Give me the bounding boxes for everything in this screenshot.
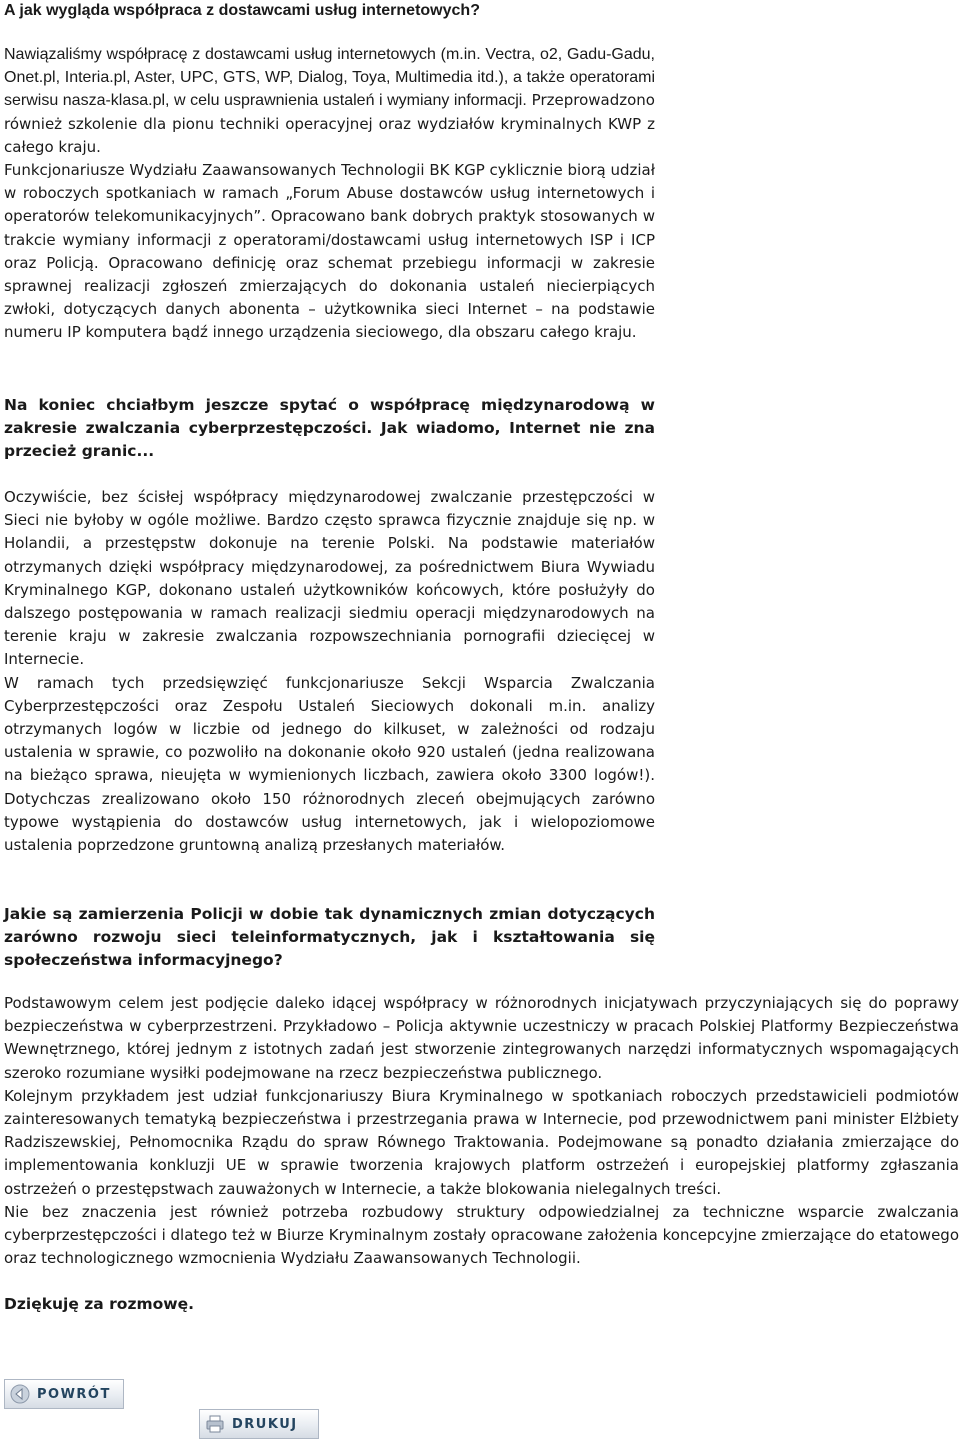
question-plans-text: Jakie są zamierzenia Policji w dobie tak dynamicznych zmian dotyczących zarówno rozwoju sieci teleinformatycznych, jak i kształtowania się społeczeństwa informacyjnego? bbox=[4, 905, 655, 970]
answer-4-text: W ramach tych przedsięwzięć funkcjonariusze Sekcji Wsparcia Zwalczania Cyberprzestępczości oraz Zespołu Ustaleń Sieciowych dokonali m.in. analizy otrzymanych logów w liczbie od jednego do kilkuset, w zależności od rodzaju ustalenia w sprawie, co pozwoliło na dokonanie około 920 ustaleń (jedna realizowana na bieżąco sprawa, nieujęta w wymienionych liczbach, zawiera około 3300 logów!). Dotychczas zrealizowano około 150 różnorodnych zleceń obejmujących zarówno typowe wystąpienia do dostawców usług internetowych, jak i wielopoziomowe ustalenia poprzedzone gruntowną analizą przesłanych materiałów. bbox=[4, 673, 655, 855]
answer-1-part-a: Nawiązaliśmy współpracę z dostawcami usług internetowych (m.in. Vectra, o2, Gadu-Gadu, Onet.pl, Interia.pl, Aster, UPC, GTS, WP, Dialog, Toya, Multimedia itd.), a także operatorami serwisu nasza-klasa.pl, w celu usprawnienia ustaleń i wymiany informacji. Przeprowadzono również szkolenie dla pionu techniki operacyjnej oraz wydziałów kryminalnych KWP z całego kraju. bbox=[4, 46, 655, 156]
answer-2-text: Funkcjonariusze Wydziału Zaawansowanych Technologii BK KGP cyklicznie biorą udział w roboczych spotkaniach w ramach „Forum Abuse dostawców usług internetowych i operatorów telekomunikacyjnych”. Opracowano bank dobrych praktyk stosowanych w trakcie wymiany informacji z operatorami/dostawcami usług internetowych ISP i ICP oraz Policją. Opracowano definicję oraz schemat przebiegu informacji w zakresie sprawnej realizacji zgłoszeń zmierzających do dokonania ustaleń niecierpiących zwłoki, dotyczących danych abonenta – użytkownika sieci Internet – na podstawie numeru IP komputera bądź innego urządzenia sieciowego, dla obszaru całego kraju. bbox=[4, 161, 655, 342]
back-button-label: POWRÓT bbox=[37, 1386, 111, 1402]
question-international bbox=[4, 394, 655, 464]
question-cooperation-providers: A jak wygląda współpraca z dostawcami usług internetowych? bbox=[4, 2, 480, 19]
answer-1 bbox=[4, 43, 655, 156]
answer-5 bbox=[4, 992, 959, 1270]
back-button[interactable] bbox=[4, 1379, 124, 1409]
question-plans bbox=[4, 903, 655, 973]
closing-text: Dziękuję za rozmowę. bbox=[4, 1295, 194, 1313]
answer-5-text: Podstawowym celem jest podjęcie daleko idącej współpracy w różnorodnych inicjatywach przyczyniających się do poprawy bezpieczeństwa w cyberprzestrzeni. Przykładowo – Policja aktywnie uczestniczy w pracach Polskiej Platformy Bezpieczeństwa Wewnętrznego, której jednym z istotnych zadań jest stworzenie zintegrowanych narzędzi informatycznych wspomagających szeroko rozumiane wysiłki podejmowane na rzecz bezpieczeństwa publicznego. bbox=[4, 994, 959, 1082]
back-arrow-icon bbox=[9, 1383, 31, 1405]
question-international-text: Na koniec chciałbym jeszcze spytać o współpracę międzynarodową w zakresie zwalczania cyberprzestępczości. Jak wiadomo, Internet nie zna przecież granic... bbox=[4, 396, 655, 461]
answer-1-part-b: Przeprowadzono również szkolenie dla pionu techniki operacyjnej oraz wydziałów kryminalnych KWP z całego kraju. bbox=[4, 91, 655, 156]
print-button-label: DRUKUJ bbox=[232, 1416, 298, 1432]
answer-3-text: Oczywiście, bez ścisłej współpracy międzynarodowej zwalczanie przestępczości w Sieci nie byłoby w ogóle możliwe. Bardzo często sprawca fizycznie znajduje się np. w Holandii, a przestępstw dokonuje na terenie Polski. Na podstawie materiałów otrzymanych dzięki współpracy międzynarodowej, za pośrednictwem Biura Wywiadu Kryminalnego KGP, dokonano ustaleń użytkowników końcowych, które posłużyły do dalszego postępowania w ramach realizacji siedmiu operacji międzynarodowych na terenie kraju w zakresie zwalczania rozpowszechniania pornografii dziecięcej w Internecie. bbox=[4, 488, 655, 669]
answer-6-text: Kolejnym przykładem jest udział funkcjonariuszy Biura Kryminalnego w spotkaniach roboczych przedstawicieli podmiotów zainteresowanych tematyką bezpieczeństwa i przestrzegania prawa w Internecie, pod przewodnictwem pani minister Elżbiety Radziszewskiej, Pełnomocnika Rządu do spraw Równego Traktowania. Podejmowane są ponadto działania zmierzające do implementowania konkluzji UE w sprawie tworzenia krajowych platform ostrzeżeń i europejskiej platformy zgłaszania ostrzeżeń o przestępstwach zauważonych w Internecie, a także blokowania nielegalnych treści. bbox=[4, 1086, 959, 1198]
print-button[interactable] bbox=[199, 1409, 319, 1439]
answer-2 bbox=[4, 159, 655, 345]
answer-7-text: Nie bez znaczenia jest również potrzeba rozbudowy struktury odpowiedzialnej za techniczne wsparcie zwalczania cyberprzestępczości i dlatego też w Biurze Kryminalnym zostały opracowane założenia koncepcyjne zmierzające do etatowego oraz technologicznego wzmocnienia Wydziału Zaawansowanych Technologii. bbox=[4, 1202, 959, 1268]
answer-3 bbox=[4, 486, 655, 857]
closing bbox=[4, 1293, 604, 1316]
printer-icon bbox=[204, 1413, 226, 1435]
